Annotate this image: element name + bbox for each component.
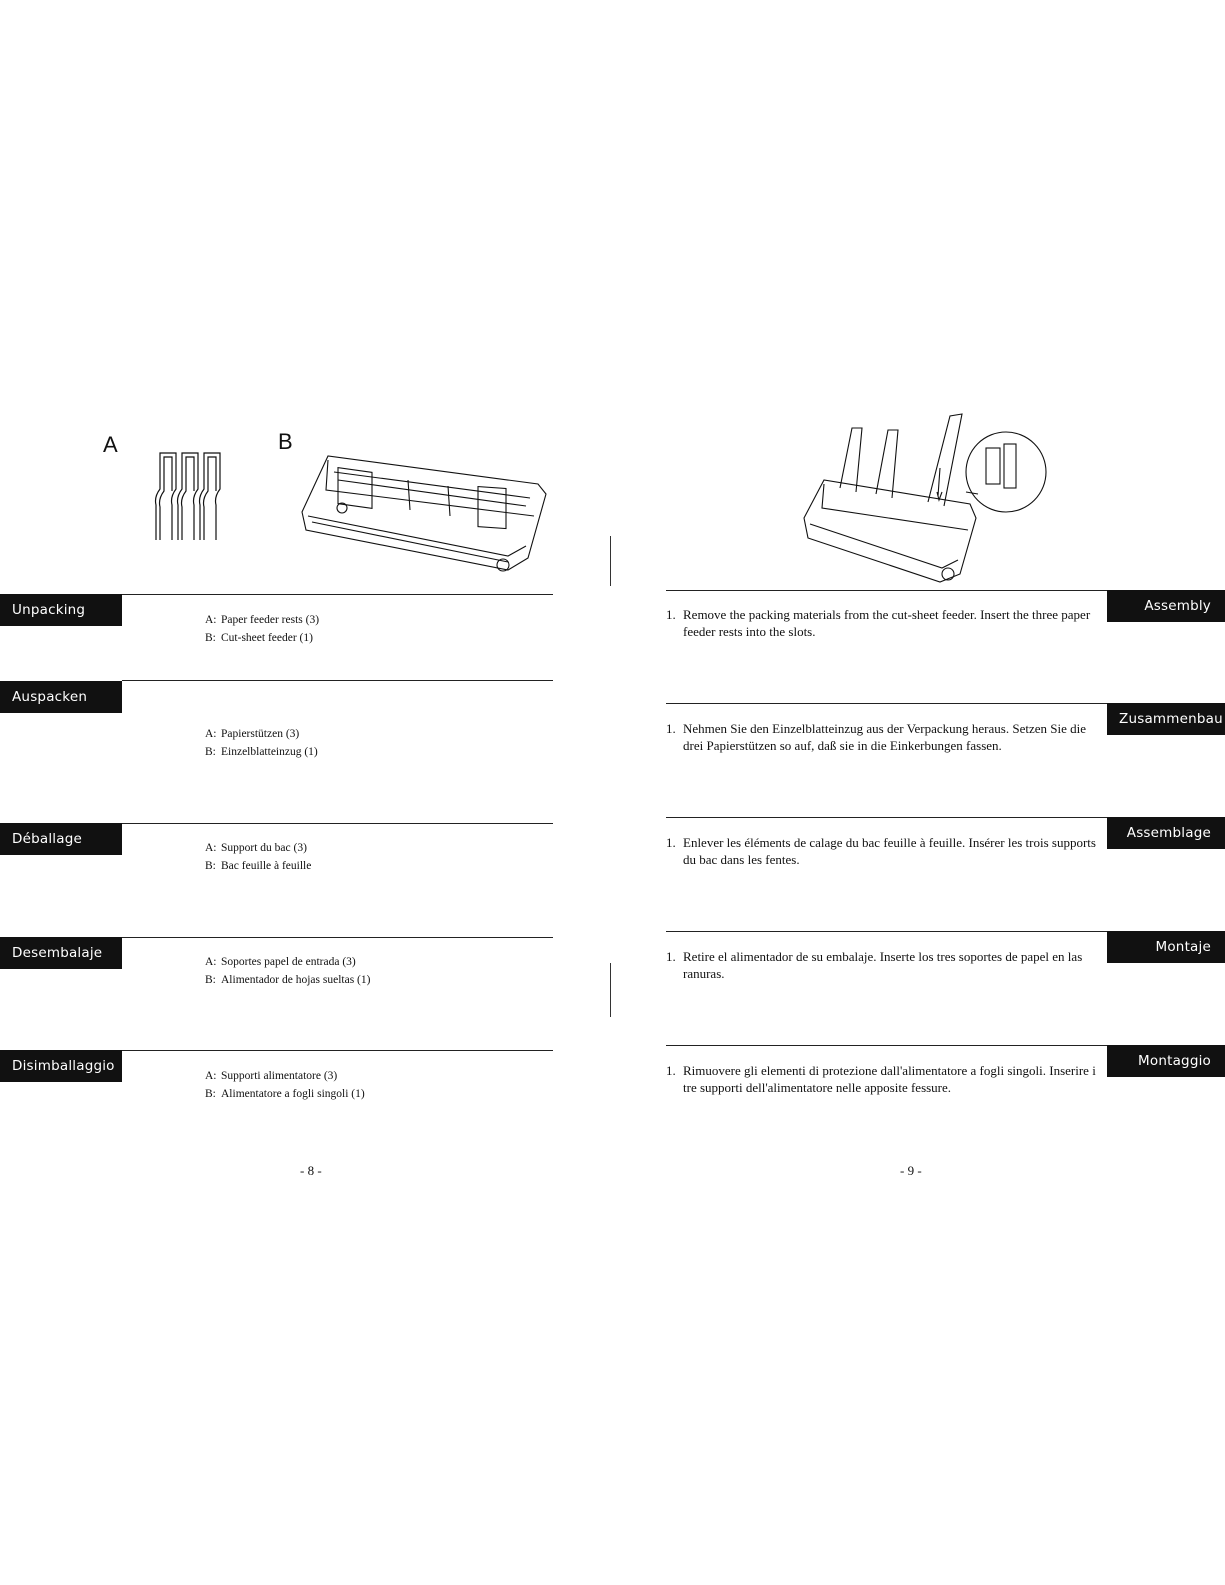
assembly-illustration [800,408,1048,584]
step-1: 1. Remove the packing materials from the cut-sheet feeder. Insert the three paper feeder rests into the slots. [666,607,1091,639]
figure-label-a: A [103,432,118,457]
tab-unpacking: Unpacking [0,594,122,626]
item-a: A: Paper feeder rests (3) [205,614,320,626]
tab-montaggio: Montaggio [1107,1045,1225,1077]
item-b: B: Bac feuille à feuille [205,860,312,872]
section-divider [666,817,1107,818]
item-a: A: Papierstützen (3) [205,728,300,740]
tab-auspacken: Auspacken [0,681,122,713]
step-1: 1. Nehmen Sie den Einzelblatteinzug aus der Verpackung heraus. Setzen Sie die drei Papierstützen so auf, daß sie in die Einkerbungen fassen. [666,721,1086,753]
step-1: 1. Retire el alimentador de su embalaje. Inserte los tres soportes de papel en las ranuras. [666,949,1083,981]
tab-montaje: Montaje [1107,931,1225,963]
item-b: B: Alimentador de hojas sueltas (1) [205,974,371,986]
item-a: A: Support du bac (3) [205,842,307,854]
tab-disimballaggio: Disimballaggio [0,1050,122,1082]
page-number-left: - 8 - [300,1163,322,1178]
tab-zusammenbau: Zusammenbau [1107,703,1225,735]
section-divider [666,703,1107,704]
section-divider [122,823,553,824]
tab-desembalaje: Desembalaje [0,937,122,969]
tab-assemblage: Assemblage [1107,817,1225,849]
item-b: B: Alimentatore a fogli singoli (1) [205,1088,365,1100]
item-a: A: Supporti alimentatore (3) [205,1070,338,1082]
cut-sheet-feeder-illustration [298,450,550,575]
section-divider [122,937,553,938]
section-divider [666,1045,1107,1046]
section-divider [122,1050,553,1051]
paper-feeder-rests-illustration [148,445,238,545]
fold-mark [610,963,611,1017]
section-divider [122,680,553,681]
step-1: 1. Enlever les éléments de calage du bac feuille à feuille. Insérer les trois supports du bac dans les fentes. [666,835,1096,867]
fold-mark [610,536,611,586]
item-b: B: Cut-sheet feeder (1) [205,632,313,644]
tab-deballage: Déballage [0,823,122,855]
step-1: 1. Rimuovere gli elementi di protezione dall'alimentatore a fogli singoli. Inserire i tre supporti dell'alimentatore nelle apposite fessure. [666,1063,1096,1095]
item-b: B: Einzelblatteinzug (1) [205,746,318,758]
section-divider [122,594,553,595]
page-number-right: - 9 - [900,1163,922,1178]
tab-assembly: Assembly [1107,590,1225,622]
section-divider [666,931,1107,932]
item-a: A: Soportes papel de entrada (3) [205,956,356,968]
figure-label-b: B [278,429,293,454]
section-divider [666,590,1107,591]
